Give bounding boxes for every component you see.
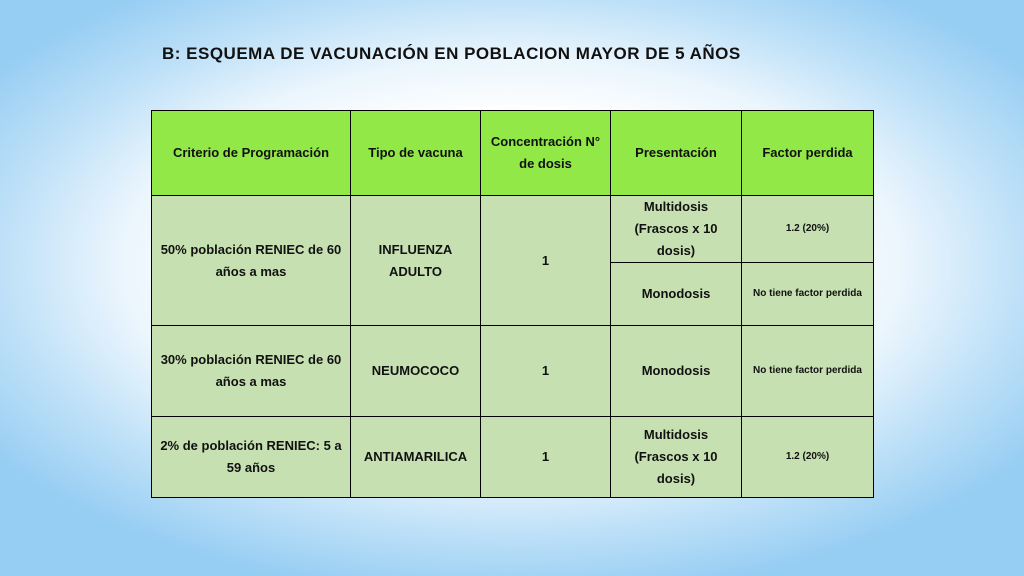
cell-dosis: 1 xyxy=(481,326,611,417)
cell-presentacion: Multidosis (Frascos x 10 dosis) xyxy=(611,196,742,263)
cell-criterio: 50% población RENIEC de 60 años a mas xyxy=(152,196,351,326)
cell-presentacion: Monodosis xyxy=(611,263,742,326)
cell-tipo: ANTIAMARILICA xyxy=(351,417,481,498)
header-factor: Factor perdida xyxy=(742,111,874,196)
cell-presentacion: Monodosis xyxy=(611,326,742,417)
cell-criterio: 2% de población RENIEC: 5 a 59 años xyxy=(152,417,351,498)
cell-dosis: 1 xyxy=(481,196,611,326)
cell-tipo: NEUMOCOCO xyxy=(351,326,481,417)
cell-tipo: INFLUENZA ADULTO xyxy=(351,196,481,326)
cell-dosis: 1 xyxy=(481,417,611,498)
cell-factor: 1.2 (20%) xyxy=(742,196,874,263)
cell-factor: No tiene factor perdida xyxy=(742,326,874,417)
header-criterio: Criterio de Programación xyxy=(152,111,351,196)
header-presentacion: Presentación xyxy=(611,111,742,196)
cell-presentacion: Multidosis (Frascos x 10 dosis) xyxy=(611,417,742,498)
cell-factor: No tiene factor perdida xyxy=(742,263,874,326)
header-concentracion: Concentración N° de dosis xyxy=(481,111,611,196)
header-tipo: Tipo de vacuna xyxy=(351,111,481,196)
vaccination-table xyxy=(151,110,874,498)
slide-title: B: ESQUEMA DE VACUNACIÓN EN POBLACION MAYOR DE 5 AÑOS xyxy=(162,44,741,63)
cell-factor: 1.2 (20%) xyxy=(742,417,874,498)
table-row xyxy=(152,326,874,417)
table-row xyxy=(152,417,874,498)
cell-criterio: 30% población RENIEC de 60 años a mas xyxy=(152,326,351,417)
table-header-row xyxy=(152,111,874,196)
table-row xyxy=(152,196,874,263)
